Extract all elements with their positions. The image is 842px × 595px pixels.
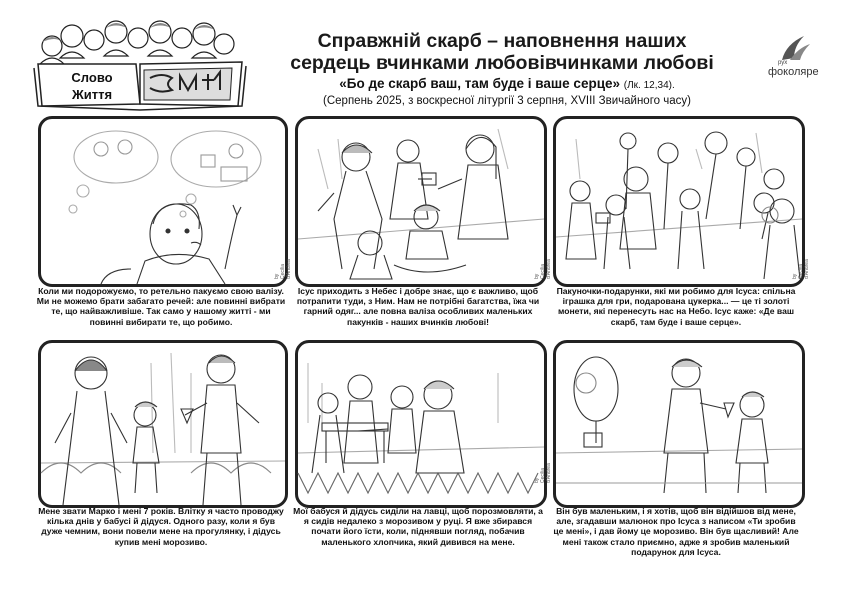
panel-1-credit: by Cecilia d'Andrea bbox=[274, 259, 292, 279]
panel-2-caption: Ісус приходить з Небес і добре знає, що є важливо, щоб потрапити туди, з Ним. Нам не потрібні багатства, їжа чи гарний одяг... але повна валіза особливих маленьких пакунків - наших вчинків любові! bbox=[296, 286, 540, 327]
panel-3-credit: by Cecilia d'Andrea bbox=[792, 259, 810, 279]
focolare-logo bbox=[760, 32, 830, 80]
verse-text: «Бо де скарб ваш, там буде і ваше серце» bbox=[339, 76, 621, 91]
panel-3-caption: Пакуночки-подарунки, які ми робимо для Ісуса: спільна іграшка для гри, подарована цукерка... — це ті золоті монети, які перенесуть нас на Небо. Ісус каже: «Де ваш скарб, там буде і ваше серце». bbox=[556, 286, 796, 327]
panel-4-caption: Мене звати Марко і мені 7 років. Влітку я часто проводжу кілька днів у бабусі й дідуся. Одного разу, коли я був дуже чемним, вони повели мене на прогулянку, і дідусь купив мені морозиво. bbox=[38, 506, 284, 547]
comic-panel-1 bbox=[38, 116, 292, 287]
comic-panel-2 bbox=[295, 116, 552, 287]
panel-5-caption: Мої бабуся й дідусь сиділи на лавці, щоб порозмовляти, а я сидів недалеко з морозивом у руці. Я вже збирався почати його їсти, коли, піднявши погляд, побачив маленького хлопчика, який дивився на мене. bbox=[293, 506, 543, 547]
comic-panel-5 bbox=[295, 340, 552, 508]
logo-word-zhyttia: Життя bbox=[71, 87, 113, 102]
panel-5-credit: by Cecilia d'Andrea bbox=[534, 463, 552, 483]
comic-panel-4 bbox=[38, 340, 288, 508]
verse-reference: (Лк. 12,34). bbox=[623, 80, 675, 91]
illustration-boy-thinking bbox=[41, 119, 285, 284]
illustration-children-with-jesus bbox=[298, 119, 544, 284]
logo-word-slovo: Слово bbox=[71, 70, 113, 85]
title-line-1: Справжній скарб – наповнення наших bbox=[317, 30, 687, 52]
panel-1-caption: Коли ми подорожуємо, то ретельно пакуємо свою валізу. Ми не можемо брати забагато речей: але повинні вибрати те, що найважливіше. Так само у нашому житті - ми повинні вибирати те, що робимо. bbox=[36, 286, 286, 327]
slovo-zhyttia-logo bbox=[32, 6, 248, 110]
publisher-name: фоколяре bbox=[768, 66, 819, 78]
comic-panel-6 bbox=[553, 340, 805, 508]
publisher-small: рух bbox=[778, 60, 788, 66]
title-line-2: сердець вчинками любовівчинками любові bbox=[290, 52, 714, 74]
illustration-giving-ice-cream bbox=[556, 343, 802, 505]
date-line: (Серпень 2025, з воскресної літургії 3 серпня, XVIII Звичайного часу) bbox=[323, 95, 691, 107]
page-title bbox=[252, 30, 752, 74]
comic-panel-3 bbox=[553, 116, 810, 287]
illustration-children-with-balloons bbox=[556, 119, 802, 284]
panel-6-caption: Він був маленьким, і я хотів, щоб він відійшов від мене, але, згадавши малюнок про Ісуса з написом «Ти зробив це мені», і дав йому це морозиво. Він був щасливий! Але мені також стало приємно, адже я зробив маленький подарунок для Ісуса. bbox=[553, 506, 799, 557]
panel-2-credit: by Cecilia d'Andrea bbox=[534, 259, 552, 279]
illustration-park-bench bbox=[298, 343, 544, 505]
illustration-grandparents-ice-cream bbox=[41, 343, 285, 505]
scripture-verse bbox=[262, 76, 752, 91]
focolare-flame-icon bbox=[760, 32, 830, 62]
